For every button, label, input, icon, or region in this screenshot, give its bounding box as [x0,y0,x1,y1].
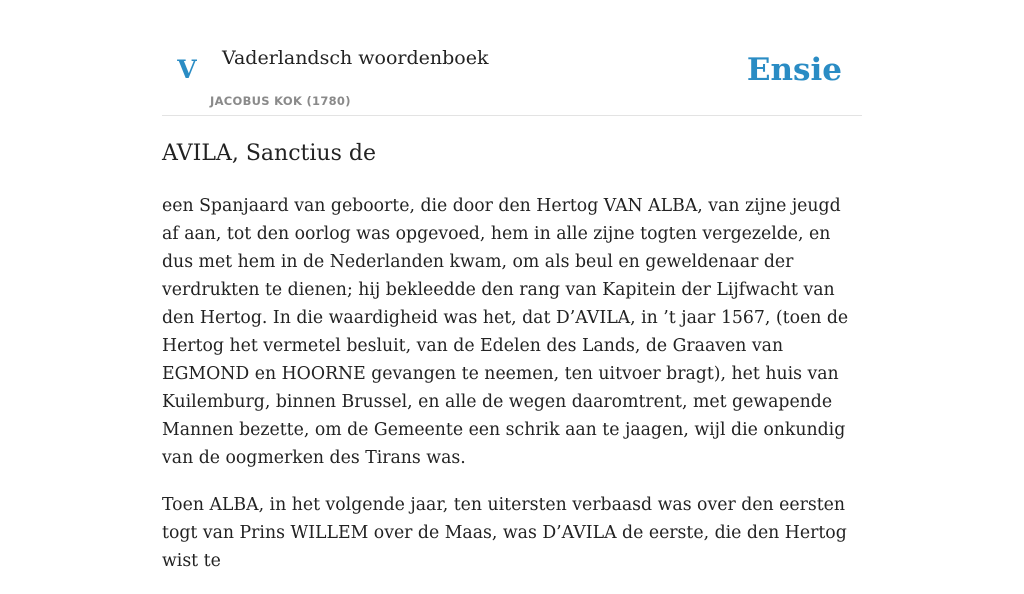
entry-title: AVILA, Sanctius de [162,141,376,166]
entry-paragraph: een Spanjaard van geboorte, die door den Hertog VAN ALBA, van zijne jeugd af aan, tot den oorlog was opgevoed, hem in alle zijne togten vergezelde, en dus met hem in de Nederlanden kwam, om als beul en geweldenaar der verdrukten te dienen; hij bekleedde den rang van Kapitein der Lijfwacht van den Hertog. In die waardigheid was het, dat D’AVILA, in ’t jaar 1567, (toen de Hertog het vermetel besluit, van de Edelen des Lands, de Graaven van EGMOND en HOORNE gevangen te neemen, ten uitvoer bragt), het huis van Kuilemburg, binnen Brussel, en alle de wegen daaromtrent, met gewapende Mannen bezette, om de Gemeente een schrik aan te jaagen, wijl die onkundig van de oogmerken des Tirans was. [162,196,849,468]
book-author: JACOBUS KOK (1780) [210,94,351,108]
page [162,0,862,571]
header [162,0,862,116]
letter-badge[interactable]: V [177,55,197,84]
book-title[interactable]: Vaderlandsch woordenboek [222,47,489,69]
ensie-logo-link[interactable]: Ensie [746,52,842,88]
entry-paragraph: Toen ALBA, in het volgende jaar, ten uitersten verbaasd was over den eersten togt van Prins WILLEM over de Maas, was D’AVILA de eerste, die den Hertog wist te [162,495,847,571]
entry-body [162,192,862,594]
